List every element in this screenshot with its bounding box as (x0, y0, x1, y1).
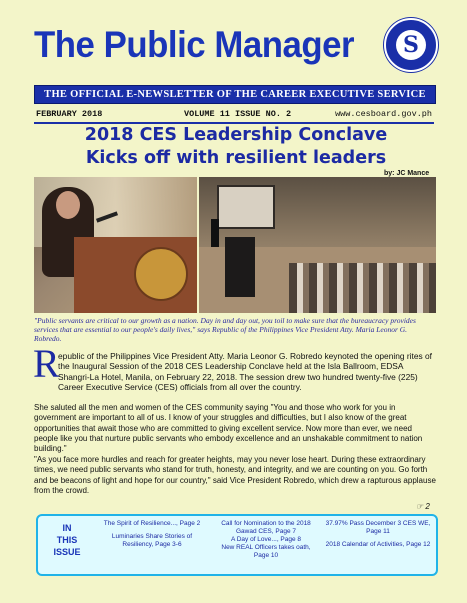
ces-seal-logo (384, 18, 438, 72)
toc-item[interactable]: A Day of Love..., Page 8 (230, 536, 302, 543)
headline-line-1: 2018 CES Leadership Conclave (84, 125, 388, 145)
toc-item[interactable]: The Spirit of Resilience..., Page 2 (103, 520, 201, 527)
lead-paragraph: epublic of the Philippines Vice President Atty. Maria Leonor G. Robredo keynoted the opening rites of the Inaugural Session of the 2018 CES Leadership Conclave held at the Isla Ballroom, EDSA Shangri-La Hotel, Manila, on February 22, 2018. The session drew two hundred twenty-five (225) Career Executive Service (CES) officials from all over the country. (58, 351, 432, 392)
issue-date: FEBRUARY 2018 (36, 109, 103, 119)
toc-item[interactable]: 37.97% Pass December 3 CES WE, Page 11 (325, 520, 431, 535)
toc-item[interactable]: Luminaries Share Stories of Resiliency, Page 3-6 (111, 533, 193, 548)
toc-item[interactable]: Call for Nomination to the 2018 Gawad CES, Page 7 (221, 520, 311, 535)
tagline-text: THE OFFICIAL E-NEWSLETTER OF THE CAREER EXECUTIVE SERVICE (44, 89, 426, 100)
body-paragraph-2: She saluted all the men and women of the CES community saying "You and those who work for you in government are important to all of us. I know of your struggles and difficulties, but I also know of the great opportunities that await those who are committed to giving excellent service. Now more than ever, we need people like you that nurture public servants who embody excellence and an unshakable commitment to nation building." (34, 403, 423, 454)
website-link[interactable]: www.cesboard.gov.ph (335, 109, 432, 119)
toc-column-2 (214, 520, 318, 560)
drop-cap: R (33, 341, 60, 386)
body-paragraph-3: "As you face more hurdles and reach for greater heights, may you never lose heart. During these extraordinary times, we need public servants who stand for truth, honesty, and integrity, and we are counting on you. Go forth and be beacons of light and hope for our country," said Vice President Robredo, which drew a rapturous applause from the crowd. (34, 455, 436, 495)
audience (289, 263, 436, 313)
tagline-banner (34, 85, 436, 104)
in-this-issue-label: IN THIS ISSUE (53, 523, 81, 557)
toc-item[interactable]: 2018 Calendar of Activities, Page 12 (325, 541, 431, 548)
toc-column-1 (98, 520, 206, 549)
seal-letter: S (403, 32, 419, 58)
byline: by: JC Mance (384, 170, 430, 177)
photo-vice-president-speaking (34, 177, 197, 313)
article-headline (34, 124, 438, 170)
masthead (0, 0, 467, 82)
photo-ballroom-audience (199, 177, 436, 313)
headline-line-2: Kicks off with resilient leaders (85, 148, 387, 168)
in-this-issue-box (36, 514, 438, 576)
newsletter-title: The Public Manager (34, 24, 355, 65)
vice-president-seal (134, 247, 188, 301)
photo-caption: "Public servants are critical to our growth as a nation. Day in and day out, you toil to make sure that the bureaucracy provides services that are essential to our people's daily lives," says Republic of the Philippines Vice President Atty. Maria Leonor G. Robredo. (34, 316, 416, 343)
issue-info-bar (34, 108, 434, 124)
continued-on-page-2[interactable]: ☞ 2 (416, 502, 430, 511)
toc-item[interactable]: New REAL Officers takes oath, Page 10 (221, 544, 311, 559)
toc-column-3 (324, 520, 432, 549)
projection-screen (217, 185, 275, 229)
issue-volume: VOLUME 11 ISSUE NO. 2 (184, 109, 292, 119)
